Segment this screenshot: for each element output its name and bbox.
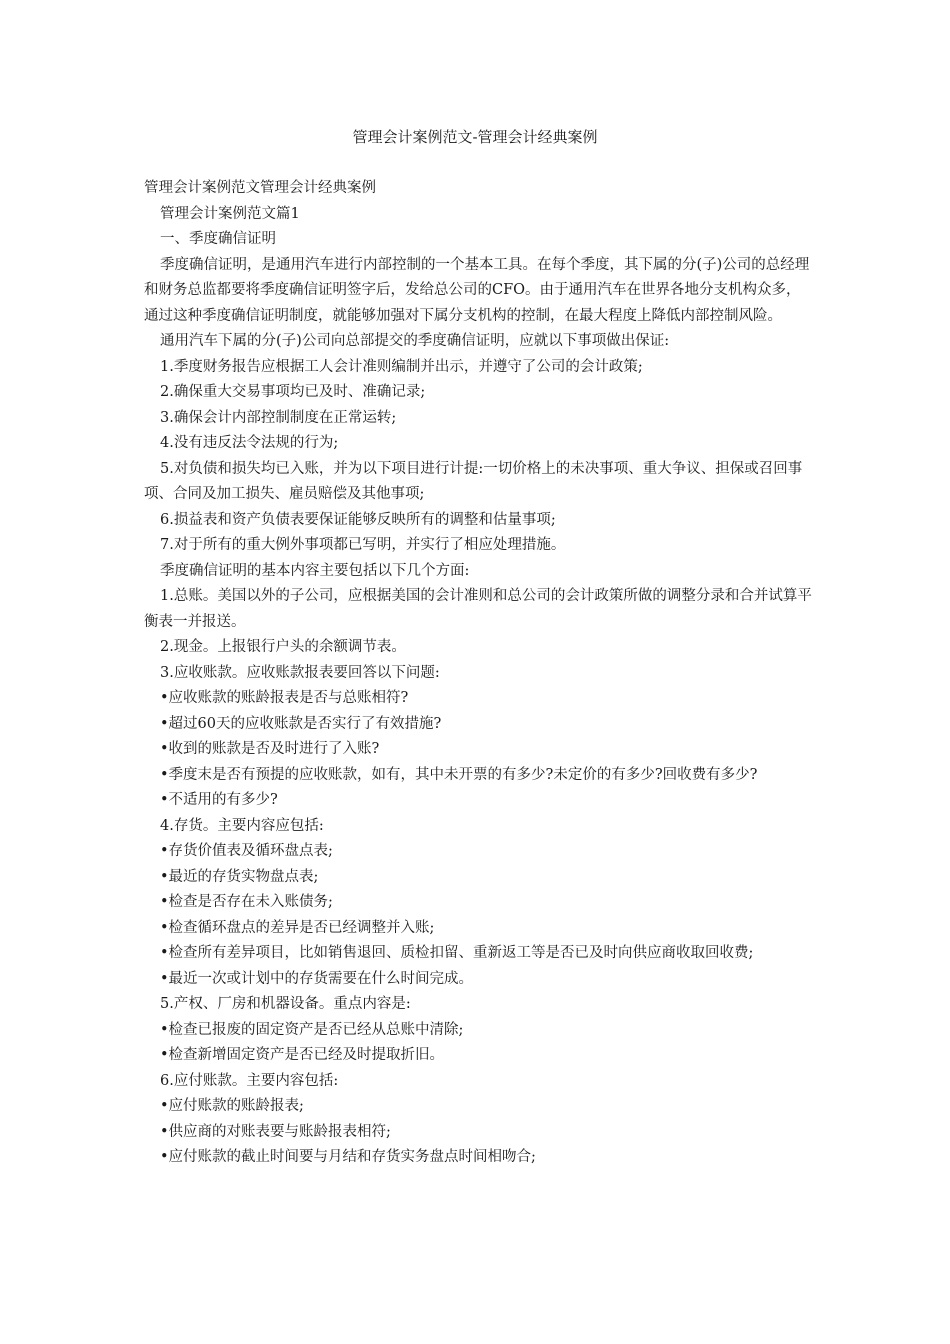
paragraph: 一、季度确信证明 bbox=[160, 231, 276, 247]
paragraph: •最近的存货实物盘点表; bbox=[160, 868, 319, 885]
paragraph: •超过60天的应收账款是否实行了有效措施? bbox=[160, 715, 442, 732]
paragraph: •应收账款的账龄报表是否与总账相符? bbox=[160, 690, 409, 706]
document-title: 管理会计案例范文-管理会计经典案例 bbox=[352, 128, 598, 146]
paragraph: •检查所有差异项目，比如销售退回、质检扣留、重新返工等是否已及时向供应商收取回收费; bbox=[160, 945, 754, 961]
paragraph: 6.损益表和资产负债表要保证能够反映所有的调整和估量事项; bbox=[160, 511, 556, 528]
paragraph: •检查新增固定资产是否已经及时提取折旧。 bbox=[160, 1047, 445, 1063]
paragraph: 4.存货。主要内容应包括: bbox=[160, 817, 324, 834]
document-body bbox=[144, 176, 812, 1171]
paragraph: •应付账款的截止时间要与月结和存货实务盘点时间相吻合; bbox=[160, 1149, 536, 1165]
paragraph: •不适用的有多少? bbox=[160, 792, 278, 808]
paragraph: 2.确保重大交易事项均已及时、准确记录; bbox=[160, 384, 426, 400]
paragraph: •收到的账款是否及时进行了入账? bbox=[160, 741, 380, 757]
paragraph: 5.产权、厂房和机器设备。重点内容是: bbox=[160, 996, 411, 1012]
paragraph: 2.现金。上报银行户头的余额调节表。 bbox=[160, 639, 406, 655]
paragraph: •供应商的对账表要与账龄报表相符; bbox=[160, 1123, 391, 1140]
paragraph: 管理会计案例范文篇1 bbox=[160, 205, 300, 222]
paragraph: 3.确保会计内部控制制度在正常运转; bbox=[160, 409, 397, 426]
paragraph: 季度确信证明的基本内容主要包括以下几个方面: bbox=[160, 562, 470, 579]
paragraph: 季度确信证明，是通用汽车进行内部控制的一个基本工具。在每个季度，其下属的分(子)公司的总经理和财务总监都要将季度确信证明签字后，发给总公司的CFO。由于通用汽车在世界各地分支机构众多，通过这种季度确信证明制度，就能够加强对下属分支机构的控制，在最大程度上降低内部控制风险。 bbox=[144, 256, 810, 324]
paragraph: 通用汽车下属的分(子)公司向总部提交的季度确信证明，应就以下事项做出保证: bbox=[160, 333, 670, 349]
paragraph: 4.没有违反法令法规的行为; bbox=[160, 435, 339, 451]
paragraph: •应付账款的账龄报表; bbox=[160, 1098, 304, 1114]
paragraph: •季度末是否有预提的应收账款，如有，其中未开票的有多少?未定价的有多少?回收费有多少? bbox=[160, 766, 758, 783]
paragraph: •检查循环盘点的差异是否已经调整并入账; bbox=[160, 919, 435, 936]
paragraph: 6.应付账款。主要内容包括: bbox=[160, 1072, 339, 1089]
paragraph: 5.对负债和损失均已入账，并为以下项目进行计提:一切价格上的未决事项、重大争议、担保或召回事项、合同及加工损失、雇员赔偿及其他事项; bbox=[144, 460, 803, 502]
paragraph: •存货价值表及循环盘点表; bbox=[160, 843, 333, 859]
paragraph: 管理会计案例范文管理会计经典案例 bbox=[144, 180, 376, 196]
paragraph: •检查已报废的固定资产是否已经从总账中清除; bbox=[160, 1021, 464, 1038]
paragraph: •检查是否存在未入账债务; bbox=[160, 894, 333, 910]
paragraph: 7.对于所有的重大例外事项都已写明，并实行了相应处理措施。 bbox=[160, 537, 566, 553]
paragraph: 3.应收账款。应收账款报表要回答以下问题: bbox=[160, 664, 440, 681]
paragraph: •最近一次或计划中的存货需要在什么时间完成。 bbox=[160, 970, 474, 987]
paragraph: 1.季度财务报告应根据工人会计准则编制并出示，并遵守了公司的会计政策; bbox=[160, 358, 643, 375]
paragraph: 1.总账。美国以外的子公司，应根据美国的会计准则和总公司的会计政策所做的调整分录和合并试算平衡表一并报送。 bbox=[144, 588, 812, 630]
